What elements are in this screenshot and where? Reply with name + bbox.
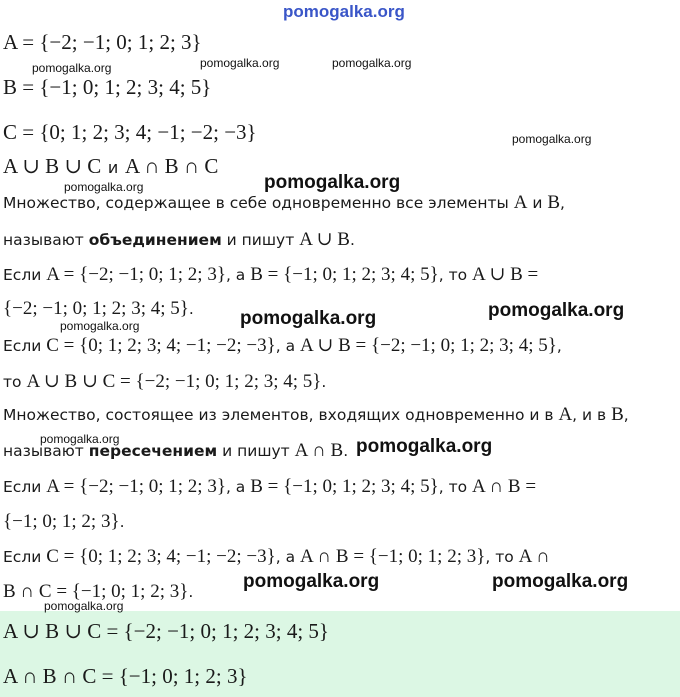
intersection-ex1-then: , то: [438, 478, 473, 496]
answer-union: A ∪ B ∪ C = {−2; −1; 0; 1; 2; 3; 4; 5}: [3, 619, 329, 643]
intersection-example-1: [3, 476, 536, 498]
union-named-mid: и пишут: [221, 231, 300, 249]
watermark: pomogalka.org: [40, 432, 120, 446]
set-a: A = {−2; −1; 0; 1; 2; 3}: [3, 30, 202, 54]
intersection-example-2: [3, 546, 550, 568]
union-term: объединением: [88, 231, 222, 249]
union-ex1-pre: Если: [3, 266, 47, 284]
intersection-def-and: , и в: [572, 406, 612, 424]
intersection-ex2-comma: , а: [275, 548, 300, 566]
union-ex1-res-head: A ∪ B =: [472, 264, 539, 285]
intersection-ex2-pre: Если: [3, 548, 47, 566]
intersection-named-end: .: [343, 442, 349, 460]
watermark-top[interactable]: pomogalka.org: [283, 2, 405, 21]
watermark: pomogalka.org: [44, 599, 124, 613]
union-definition: [3, 192, 565, 214]
union-ex2-end: ,: [556, 337, 562, 355]
intersection-ex2-head: A ∩: [518, 546, 550, 567]
union-ex1-then: , то: [438, 266, 473, 284]
task-conj: и: [107, 158, 119, 177]
intersection-ex1-end: .: [119, 513, 125, 531]
union-def-a: A: [513, 192, 528, 213]
answer-intersection: A ∩ B ∩ C = {−1; 0; 1; 2; 3}: [3, 664, 248, 688]
union-named-expr: A ∪ B: [299, 229, 350, 250]
intersection-ex1-b: B = {−1; 0; 1; 2; 3; 4; 5}: [250, 476, 439, 497]
intersection-def-end: ,: [623, 406, 629, 424]
watermark: pomogalka.org: [60, 319, 140, 333]
intersection-ex2-c: C = {0; 1; 2; 3; 4; −1; −2; −3}: [46, 546, 276, 567]
watermark: pomogalka.org: [32, 61, 112, 75]
union-ex1-end: .: [188, 300, 194, 318]
task-expr-union: A ∪ B ∪ C: [3, 154, 102, 178]
intersection-ex2-final: .: [188, 583, 194, 601]
watermark: pomogalka.org: [243, 571, 380, 592]
union-ex2-comma: , а: [275, 337, 300, 355]
union-ex1-res: {−2; −1; 0; 1; 2; 3; 4; 5}: [3, 298, 189, 319]
union-def-text: Множество, содержащее в себе одновременно все элементы: [3, 194, 514, 212]
intersection-named-pre: называют: [3, 442, 89, 460]
union-ex2-then: то: [3, 373, 27, 391]
watermark: pomogalka.org: [356, 436, 493, 457]
intersection-ex2-ab: A ∩ B = {−1; 0; 1; 2; 3}: [300, 546, 486, 567]
watermark: pomogalka.org: [488, 300, 625, 321]
intersection-example-1-result: [3, 511, 125, 533]
intersection-definition: [3, 404, 629, 426]
union-def-b: B: [547, 192, 561, 213]
task-expr-intersection: A ∩ B ∩ C: [125, 154, 219, 178]
watermark: pomogalka.org: [200, 56, 280, 70]
union-named-end: .: [349, 231, 355, 249]
intersection-named-expr: A ∩ B: [294, 440, 344, 461]
union-example-1: [3, 263, 538, 286]
intersection-term: пересечением: [88, 442, 218, 460]
intersection-ex2-res: B ∩ C = {−1; 0; 1; 2; 3}: [3, 581, 189, 602]
watermark: pomogalka.org: [64, 180, 144, 194]
union-ex2-c: C = {0; 1; 2; 3; 4; −1; −2; −3}: [46, 335, 276, 356]
union-ex2-pre: Если: [3, 337, 47, 355]
watermark: pomogalka.org: [512, 132, 592, 146]
watermark: pomogalka.org: [240, 308, 377, 329]
set-b: B = {−1; 0; 1; 2; 3; 4; 5}: [3, 75, 212, 99]
intersection-ex1-comma: , а: [225, 478, 251, 496]
union-ex2-ab: A ∪ B = {−2; −1; 0; 1; 2; 3; 4; 5}: [300, 335, 557, 356]
union-ex1-a: A = {−2; −1; 0; 1; 2; 3}: [46, 264, 226, 285]
union-ex1-b: B = {−1; 0; 1; 2; 3; 4; 5}: [250, 264, 439, 285]
intersection-def-a: A: [558, 404, 573, 425]
set-c: C = {0; 1; 2; 3; 4; −1; −2; −3}: [3, 120, 257, 144]
intersection-def-text: Множество, состоящее из элементов, входящих одновременно и в: [3, 406, 559, 424]
intersection-ex1-pre: Если: [3, 478, 47, 496]
watermark: pomogalka.org: [264, 172, 401, 193]
union-example-2: [3, 334, 562, 357]
intersection-ex1-res: {−1; 0; 1; 2; 3}: [3, 511, 120, 532]
intersection-ex2-then: , то: [485, 548, 519, 566]
union-def-end: ,: [560, 194, 565, 212]
union-ex1-comma: , а: [225, 266, 251, 284]
union-example-2-result: [3, 370, 326, 393]
intersection-def-b: B: [611, 404, 624, 425]
watermark: pomogalka.org: [332, 56, 412, 70]
union-example-1-result: [3, 298, 194, 320]
union-named: [3, 228, 355, 251]
union-ex2-final: .: [321, 373, 327, 391]
union-ex2-res: A ∪ B ∪ C = {−2; −1; 0; 1; 2; 3; 4; 5}: [26, 371, 322, 392]
union-named-pre: называют: [3, 231, 89, 249]
union-def-and: и: [527, 194, 548, 212]
intersection-ex1-res-head: A ∩ B =: [472, 476, 537, 497]
intersection-named-mid: и пишут: [217, 442, 295, 460]
intersection-ex1-a: A = {−2; −1; 0; 1; 2; 3}: [46, 476, 226, 497]
task-line: [3, 154, 218, 179]
watermark: pomogalka.org: [492, 571, 629, 592]
